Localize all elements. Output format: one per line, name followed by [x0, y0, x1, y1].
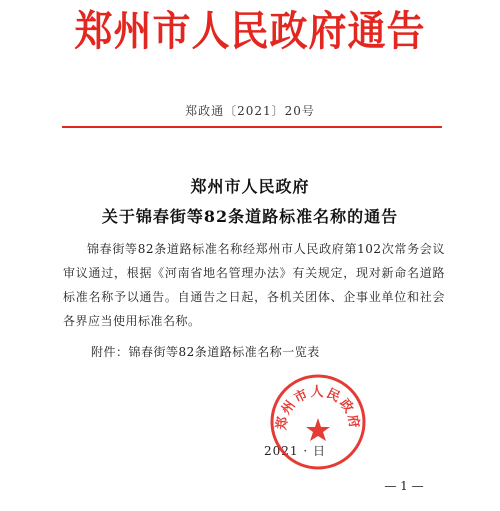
body-text	[63, 237, 445, 333]
body-paragraph: 锦春街等82条道路标准名称经郑州市人民政府第102次常务会议审议通过，根据《河南省地名管理办法》有关规定，现对新命名道路标准名称予以通告。自通告之日起，各机关团体、企事业单位和社会各界应当使用标准名称。	[63, 242, 445, 328]
official-seal-icon	[268, 372, 368, 472]
masthead-title: 郑州市人民政府通告	[74, 9, 426, 55]
red-divider-line	[62, 126, 442, 128]
document-title-line-1: 郑州市人民政府	[190, 177, 310, 196]
document-number: 郑政通〔2021〕20号	[185, 104, 315, 118]
attachment-line: 附件：锦春街等82条道路标准名称一览表	[91, 345, 320, 359]
svg-text:郑州市人民政府: 郑州市人民政府	[273, 384, 363, 431]
issue-date: 2021 · 日	[264, 444, 326, 458]
document-title-line-2: 关于锦春街等82条道路标准名称的通告	[101, 207, 399, 226]
page-number: — 1 —	[384, 479, 424, 493]
